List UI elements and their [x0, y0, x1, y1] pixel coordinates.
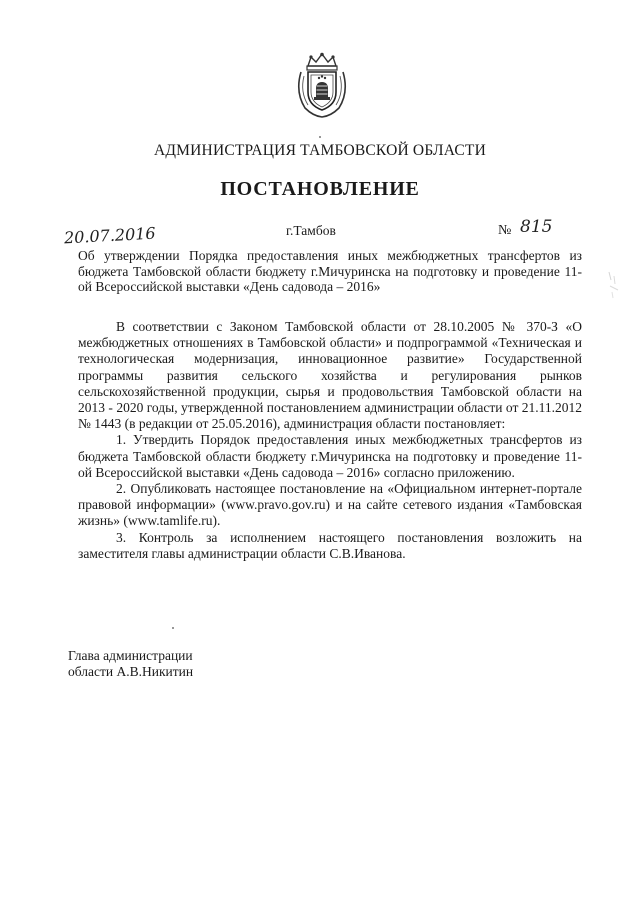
scan-artifact — [319, 136, 321, 138]
body-item-3: 3. Контроль за исполнением настоящего постановления возложить на заместителя главы администрации области С.В.Иванова. — [78, 529, 582, 561]
scan-artifact — [172, 627, 174, 629]
signature-block — [68, 648, 193, 680]
body-preamble: В соответствии с Законом Тамбовской области от 28.10.2005 № 370-З «О межбюджетных отношениях в Тамбовской области» и подпрограммой «Техническая и технологическая модернизация, инновационное развитие» Государственной программы развития сельского хозяйства и регулирования рынков сельскохозяйственной продукции, сырья и продовольствия Тамбовской области на 2013 - 2020 годы, утвержденной постановлением администрации области от 21.11.2012 № 1443 (в редакции от 25.05.2016), администрация области постановляет: — [78, 319, 582, 432]
document-body — [78, 319, 582, 562]
document-subject: Об утверждении Порядка предоставления иных межбюджетных трансфертов из бюджета Тамбовской области бюджету г.Мичуринска на подготовку и проведение 11-ой Всероссийской выставки «День садовода – 2016» — [78, 248, 582, 294]
tambov-region-coat-of-arms-icon — [295, 52, 349, 118]
document-date: 20.07.2016 — [63, 223, 157, 248]
body-item-2: 2. Опубликовать настоящее постановление на «Официальном интернет-портале правовой информации» (www.pravo.gov.ru) и на сайте сетевого издания «Тамбовская жизнь» (www.tamlife.ru). — [78, 481, 582, 529]
scan-edge-mark-icon — [606, 270, 622, 300]
body-item-1: 1. Утвердить Порядок предоставления иных межбюджетных трансфертов из бюджета Тамбовской области бюджету г.Мичуринска на подготовку и проведение 11-ой Всероссийской выставки «День садовода – 2016» согласно приложению. — [78, 432, 582, 480]
document-city: г.Тамбов — [286, 223, 336, 238]
organization-title: АДМИНИСТРАЦИЯ ТАМБОВСКОЙ ОБЛАСТИ — [154, 142, 486, 159]
document-type-title: ПОСТАНОВЛЕНИЕ — [220, 178, 420, 200]
signature-line-2: области А.В.Никитин — [68, 664, 194, 679]
document-number: 815 — [520, 217, 553, 237]
signature-line-1: Глава администрации — [68, 648, 193, 663]
document-number-label: № — [498, 223, 512, 238]
